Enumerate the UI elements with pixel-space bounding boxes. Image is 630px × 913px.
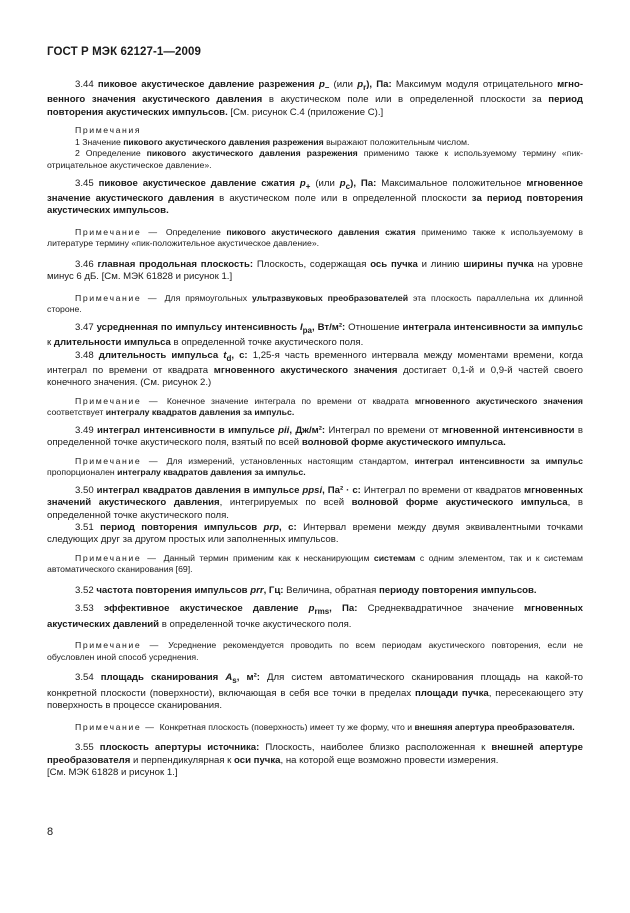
note-text: пропорционален [47, 467, 118, 478]
term-text: Плоскость, наиболее близко расположенная к [259, 742, 492, 754]
note-reference: мгновенного акустического значения [414, 395, 583, 406]
note-reference: интеграл интенсивности за импульс [414, 455, 583, 466]
note-text: 1 Значение [75, 136, 124, 147]
note-text: выражают положительным числом. [323, 136, 470, 147]
term-subscript: d [226, 353, 232, 363]
note-text: Для измерений, установленных настоящим стандартом, [166, 455, 415, 466]
term-text: Среднеквадратичное значение [357, 603, 525, 615]
term-unit: , с: [279, 522, 297, 534]
term-3-54 [47, 672, 583, 712]
term-reference: внешней апертуре преобразователя [47, 742, 583, 766]
notes-heading: Примечания [75, 125, 142, 136]
term-text: Интеграл по времени от [325, 424, 442, 436]
note-label: Примечание — [75, 455, 167, 466]
term-reference: периоду повторения импульсов. [379, 585, 537, 597]
term-reference: ось пучка [370, 258, 418, 270]
note-label: Примечание — [75, 395, 167, 406]
term-3-50 [47, 485, 583, 522]
term-reference: мгновенного значения акустического давления [47, 79, 584, 106]
note-3-51 [47, 553, 583, 576]
term-text: Максимум модуля отрицательного [391, 79, 558, 90]
term-unit: , с: [231, 349, 248, 361]
term-3-49 [47, 425, 583, 450]
term-symbol: p [318, 79, 325, 90]
term-name: плоскость апертуры источника: [99, 742, 260, 754]
term-number: 3.52 [75, 585, 97, 597]
term-unit: ), Па: [350, 177, 377, 189]
term-subscript: c [345, 181, 351, 191]
term-name: период повторения импульсов [100, 522, 264, 534]
term-number: 3.49 [75, 424, 98, 436]
term-subscript: pa [302, 325, 312, 335]
term-text: 1,25-я часть временного интервала между моментами времени, когда интеграл по времени от квадрата [47, 349, 583, 376]
term-name: частота повторения импульсов [96, 585, 251, 597]
term-text: на уровне минус 6 дБ. [См. МЭК 61828 и рисунок 1.] [47, 258, 583, 283]
term-name: эффективное акустическое давление [103, 603, 309, 615]
note-reference: ультразвуковых преобразователей [252, 292, 409, 303]
term-symbol: prr [250, 585, 264, 597]
term-name: интеграл квадратов давления в импульсе [96, 484, 303, 496]
note-text: Усреднение рекомендуется проводить по всем периодам акустического повторения, если не обусловлен иной способ усреднения. [47, 640, 583, 662]
term-text: , интегрируемых по всей [219, 497, 352, 509]
note-text: применимо также к используемому в литературе термину «пик-положительное акустическое давление». [47, 226, 583, 249]
note-text: Конечное значение интеграла по времени от квадрата [166, 395, 415, 406]
term-3-55 [47, 742, 583, 767]
note-3-48 [47, 396, 583, 419]
note-text: эта плоскость параллельна их длинной стороне. [47, 292, 583, 315]
note-text: с одним элементом, так и к системам автоматического сканирования [69]. [47, 552, 583, 575]
note-reference: пикового акустического давления разрежения [146, 148, 358, 159]
term-unit: , м²: [236, 672, 260, 684]
term-text: , в определенной точке акустического поля. [47, 497, 583, 521]
term-symbol: prp [263, 522, 280, 534]
note-text: Данный термин применим как к несканирующим [163, 552, 374, 563]
term-text: в акустическом поле или в определенной плоскости [214, 192, 472, 204]
term-text: в определенной точке акустического поля, взятый по всей [47, 424, 584, 449]
term-text: , пересекающего эту поверхность в процессе сканирования. [47, 687, 583, 712]
note-reference: интегралу квадратов давления за импульс. [117, 467, 306, 478]
term-text: Для систем автоматического сканирования площадь на какой-то конкретной плоскости (поверхности), включающая в себя все точки в пределах [47, 672, 583, 699]
term-number: 3.51 [75, 522, 101, 534]
term-subscript: – [324, 82, 330, 92]
term-symbol: p [357, 79, 364, 90]
term-3-44 [47, 79, 583, 119]
term-unit: , Гц: [263, 585, 284, 597]
term-name: площадь сканирования [100, 672, 226, 684]
term-unit: , Дж/м²: [289, 424, 326, 436]
term-3-47 [47, 322, 583, 350]
note-reference: системам [373, 552, 416, 563]
note-text: соответствует [47, 407, 106, 418]
note-3-49 [47, 456, 583, 479]
term-text: в определенной точке акустического поля. [170, 337, 364, 349]
term-symbol: p [299, 177, 306, 189]
term-3-53 [47, 603, 583, 631]
note-label: Примечание — [75, 640, 169, 651]
term-unit: , Па² · с: [322, 484, 361, 496]
term-text: Отношение [345, 321, 403, 333]
term-reference: волновой форме акустического импульса. [301, 437, 506, 449]
note-text: применимо также к используемому термину «пик-отрицательное акустическое давление». [47, 148, 584, 170]
term-text: в определенной точке акустического поля. [159, 618, 352, 630]
note-reference: внешняя апертура преобразователя. [414, 721, 575, 732]
note-3-53 [47, 640, 583, 663]
term-reference: за период повторения акустических импульсов. [47, 192, 583, 217]
term-number: 3.50 [75, 484, 97, 496]
note-label: Примечание — [75, 226, 166, 237]
term-number: 3.44 [75, 79, 98, 90]
term-number: 3.47 [75, 321, 97, 333]
term-unit: ), Па: [366, 79, 392, 90]
term-name: пиковое акустическое давление сжатия [98, 177, 300, 189]
term-text: , на которой еще возможно провести измерения. [280, 754, 499, 766]
term-reference: мгновенных значений акустического давления [47, 484, 583, 509]
note-1 [47, 137, 583, 149]
term-reference: оси пучка [234, 754, 281, 766]
term-3-52 [47, 585, 583, 597]
term-name: пиковое акустическое давление разрежения [97, 79, 319, 90]
term-symbol: A [225, 672, 233, 684]
term-3-55-reference: [См. МЭК 61828 и рисунок 1.] [47, 766, 178, 778]
term-3-48 [47, 350, 583, 390]
term-text: к [47, 337, 54, 349]
note-text: Для прямоугольных [164, 292, 253, 303]
term-reference: волновой форме акустического импульса [351, 497, 568, 509]
note-3-54 [47, 722, 583, 734]
term-symbol: t [223, 349, 227, 361]
term-number: 3.53 [75, 603, 104, 615]
term-text: и перпендикулярная к [130, 754, 235, 766]
term-3-45 [47, 178, 583, 218]
term-reference: интеграла интенсивности за импульс [402, 321, 583, 333]
term-text: Интервал времени между двумя эквивалентными точками следующих друг за другом простых или заполненных импульсов. [47, 522, 583, 546]
term-text: в акустическом поле или в определенной плоскости за [262, 94, 549, 106]
term-text: (или [310, 177, 340, 189]
term-subscript: rms [314, 607, 330, 617]
term-reference: мгновенной интенсивности [441, 424, 575, 436]
term-symbol: ppsi [302, 484, 323, 496]
term-number: 3.45 [75, 177, 99, 189]
term-symbol: I [299, 321, 303, 333]
term-symbol: pii [278, 424, 290, 436]
note-2 [47, 148, 583, 171]
term-subscript: + [305, 181, 311, 191]
term-subscript: r [363, 82, 367, 92]
term-text: Максимальное положительное [376, 177, 527, 189]
term-reference: мгновенное значение акустического давления [47, 177, 583, 204]
note-label: Примечание — [75, 292, 165, 303]
term-reference: площади пучка [414, 687, 489, 699]
term-name: главная продольная плоскость: [97, 258, 254, 270]
term-3-46 [47, 259, 583, 284]
note-label: Примечание — [75, 721, 160, 732]
term-text: Величина, обратная [283, 585, 379, 597]
term-number: 3.46 [75, 258, 98, 270]
note-label: Примечание — [75, 552, 164, 563]
term-text: Плоскость, содержащая [253, 258, 371, 270]
page-number: 8 [47, 826, 54, 838]
note-text: Определение [165, 226, 227, 237]
term-text: (или [329, 79, 358, 90]
term-symbol: p [339, 177, 346, 189]
term-name: интеграл интенсивности в импульсе [97, 424, 279, 436]
term-subscript: s [232, 676, 237, 686]
note-text: Конкретная плоскость (поверхность) имеет ту же форму, что и [159, 721, 415, 732]
note-reference: интегралу квадратов давления за импульс. [105, 407, 295, 418]
term-reference: мгновенных акустических давлений [47, 603, 583, 630]
document-body [47, 79, 583, 779]
term-number: 3.48 [75, 349, 99, 361]
term-reference: период повторения акустических импульсов. [47, 94, 583, 118]
term-reference: мгновенного акустического значения [213, 364, 398, 376]
term-number: 3.54 [75, 672, 101, 684]
note-text: 2 Определение [75, 148, 147, 159]
term-unit: , Па: [329, 603, 358, 615]
note-reference: пикового акустического давления сжатия [226, 226, 416, 237]
term-reference: длительности импульса [53, 337, 171, 349]
term-text: и линию [417, 258, 464, 270]
term-name: длительность импульса [98, 349, 224, 361]
term-unit: , Вт/м²: [312, 321, 346, 333]
document-header: ГОСТ Р МЭК 62127-1—2009 [47, 46, 201, 58]
term-text: достигает 0,1-й и 0,9-й частей своего конечного значения. (См. рисунок 2.) [47, 364, 584, 389]
term-3-51 [47, 522, 583, 547]
note-3-45 [47, 227, 583, 250]
term-name: усредненная по импульсу интенсивность [96, 321, 300, 333]
term-text: [См. рисунок С.4 (приложение С).] [227, 106, 384, 118]
term-number: 3.55 [75, 742, 100, 754]
note-3-46 [47, 293, 583, 316]
term-symbol: p [308, 603, 315, 615]
term-text: Интеграл по времени от квадратов [360, 484, 525, 496]
term-reference: ширины пучка [463, 258, 534, 270]
note-reference: пикового акустического давления разрежения [123, 136, 324, 147]
